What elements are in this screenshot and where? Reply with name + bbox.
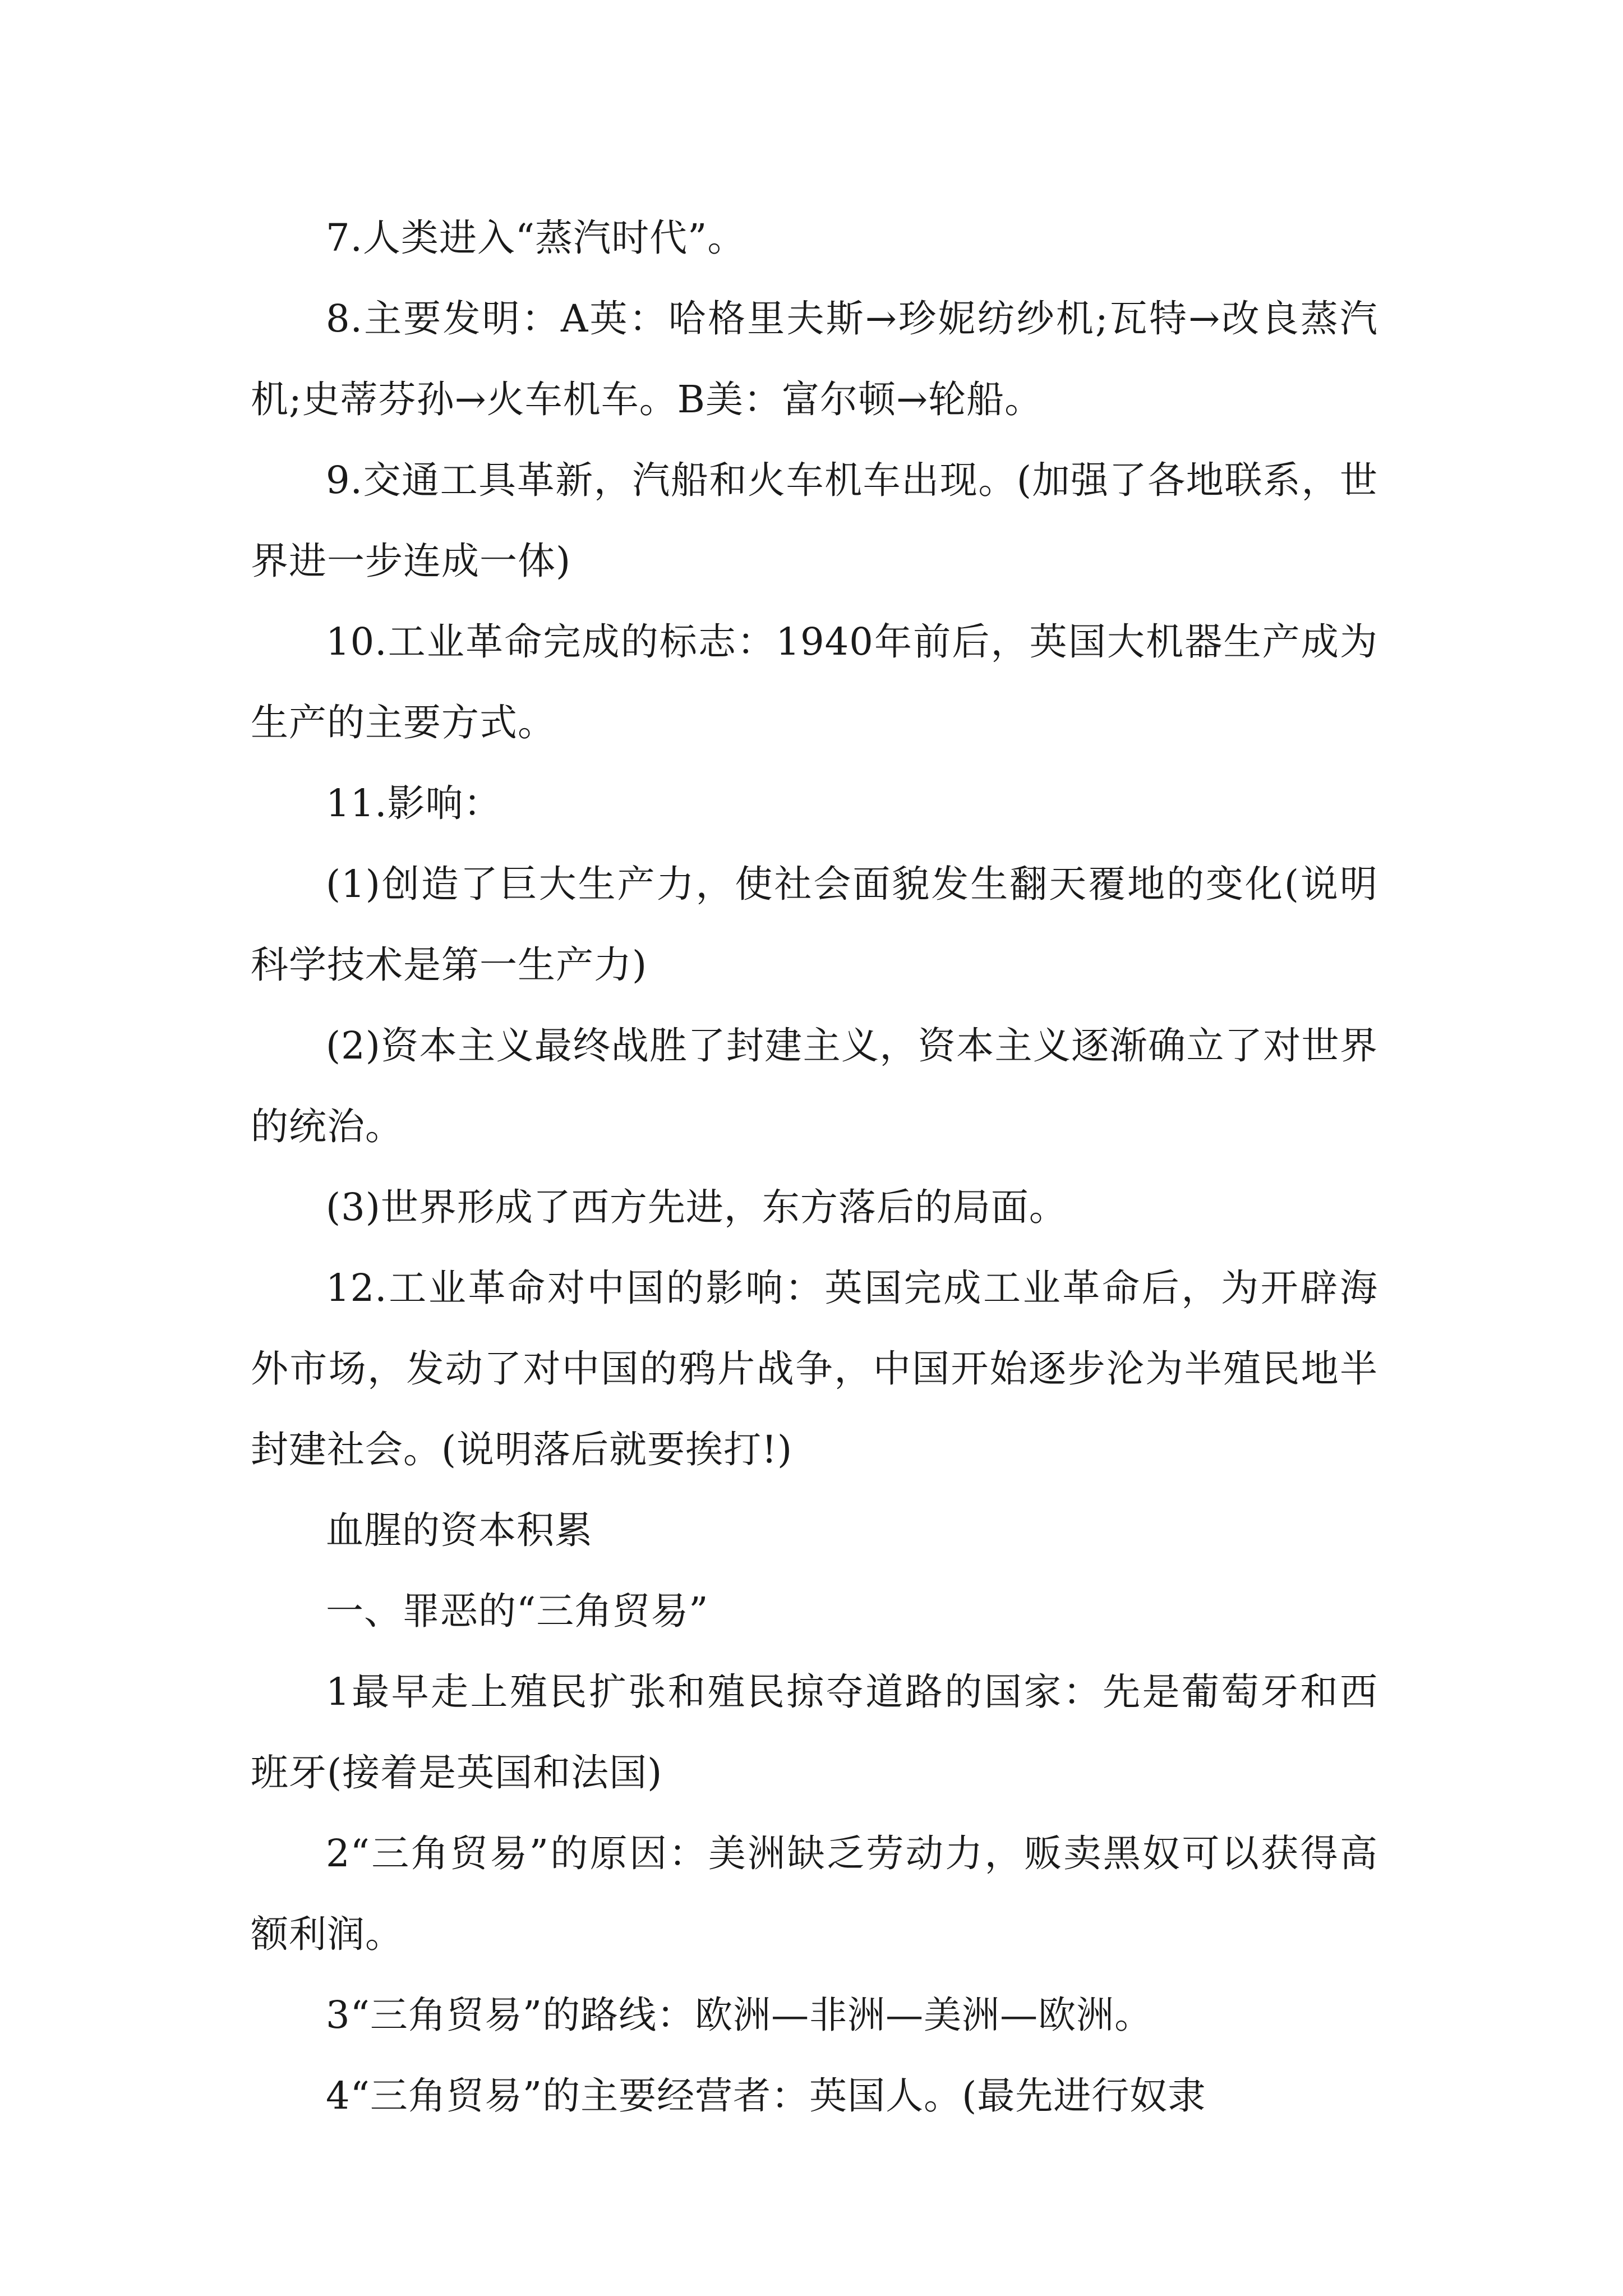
paragraph-item-12: 12.工业革命对中国的影响：英国完成工业革命后，为开辟海外市场，发动了对中国的鸦片战争，中国开始逐步沦为半殖民地半封建社会。(说明落后就要挨打!)	[251, 1266, 1378, 1471]
paragraph-item-7: 7.人类进入“蒸汽时代”。	[326, 216, 746, 260]
paragraph-trade-1: 1最早走上殖民扩张和殖民掠夺道路的国家：先是葡萄牙和西班牙(接着是英国和法国)	[251, 1670, 1378, 1795]
section-heading: 血腥的资本积累	[326, 1508, 593, 1552]
paragraph-item-8: 8.主要发明：A英：哈格里夫斯→珍妮纺纱机;瓦特→改良蒸汽机;史蒂芬孙→火车机车。B美：富尔顿→轮船。	[251, 297, 1378, 421]
subsection-heading: 一、罪恶的“三角贸易”	[326, 1589, 709, 1633]
paragraph-item-9: 9.交通工具革新，汽船和火车机车出现。(加强了各地联系，世界进一步连成一体)	[251, 458, 1378, 583]
paragraph-impact-3: (3)世界形成了西方先进，东方落后的局面。	[326, 1185, 1067, 1229]
paragraph-trade-4: 4“三角贸易”的主要经营者：英国人。(最先进行奴隶	[326, 2074, 1206, 2118]
paragraph-item-10: 10.工业革命完成的标志：1940年前后，英国大机器生产成为生产的主要方式。	[251, 620, 1378, 744]
paragraph-trade-2: 2“三角贸易”的原因：美洲缺乏劳动力，贩卖黑奴可以获得高额利润。	[251, 1832, 1378, 1956]
paragraph-impact-2: (2)资本主义最终战胜了封建主义，资本主义逐渐确立了对世界的统治。	[251, 1024, 1378, 1148]
paragraph-trade-3: 3“三角贸易”的路线：欧洲—非洲—美洲—欧洲。	[326, 1993, 1153, 2037]
paragraph-impact-1: (1)创造了巨大生产力，使社会面貌发生翻天覆地的变化(说明科学技术是第一生产力)	[251, 862, 1378, 987]
paragraph-item-11: 11.影响：	[326, 781, 502, 825]
document-body	[251, 197, 1378, 2136]
